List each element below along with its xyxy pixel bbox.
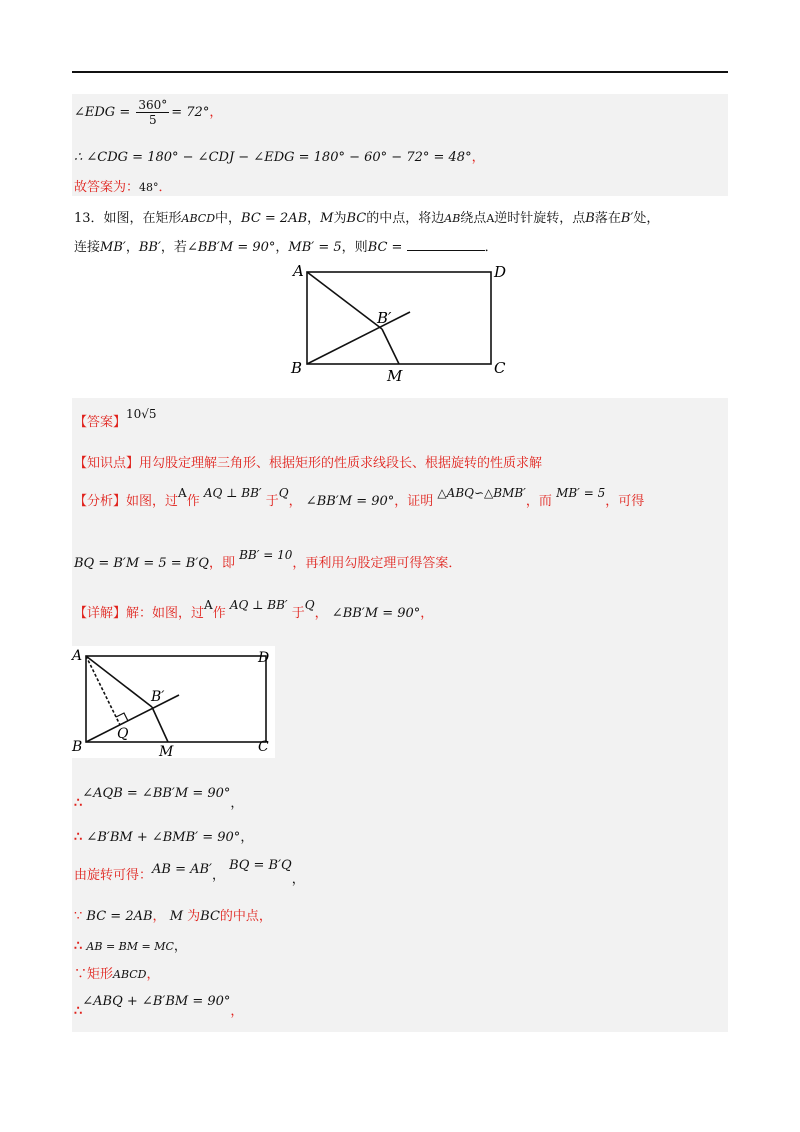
analysis-row-1: 【分析】如图，过A作 AQ ⊥ BB′ 于Q， ∠BB′M = 90°，证明 △ABQ∽△BMB′，而 MB′ = 5，可得: [74, 486, 645, 509]
label-c: C: [494, 359, 506, 377]
detail-row: 【详解】解：如图，过A作 AQ ⊥ BB′ 于Q， ∠BB′M = 90°，: [74, 598, 434, 621]
label-q: Q: [117, 726, 129, 742]
edg-equation: ∠EDG = $\frac{360^\circ}{5}$ = 72°，: [74, 98, 223, 127]
label-a: A: [72, 648, 83, 664]
cdg-equation: ∴ ∠CDG = 180° − ∠CDJ − ∠EDG = 180° − 60° − 72° = 48°，: [74, 150, 485, 165]
label-b-prime: B′: [377, 309, 392, 327]
analysis-row-2: BQ = B′M = 5 = B′Q，即 BB′ = 10，再利用勾股定理可得答案．: [74, 548, 462, 571]
fraction: $\frac{360^\circ}{5}$: [138, 98, 168, 127]
problem-line-1: 13．如图，在矩形ABCD中，BC = 2AB，M为BC的中点，将边AB绕点A逆时针旋转，点B落在B′处，: [74, 211, 660, 226]
problem-figure: [285, 260, 515, 385]
step-3: 由旋转可得：AB = AB′， BQ = B′Q，: [74, 858, 305, 887]
step-4: ∵ BC = 2AB， M 为BC的中点，: [74, 909, 272, 924]
label-c: C: [258, 739, 269, 755]
step-2: ∴ ∠B′BM + ∠BMB′ = 90°，: [74, 830, 254, 845]
label-b: B: [72, 739, 83, 755]
label-a: A: [293, 262, 304, 280]
step-5: ∴ AB = BM = MC，: [74, 939, 187, 954]
label-m: M: [159, 744, 174, 758]
solution-figure: [70, 646, 275, 758]
knowledge-row: 【知识点】用勾股定理解三角形、根据矩形的性质求线段长、根据旋转的性质求解: [74, 456, 543, 471]
segment-ab-prime: [307, 272, 382, 329]
step-7: ∴∠ABQ + ∠B′BM = 90°，: [74, 994, 244, 1019]
step-6: ∵矩形ABCD，: [74, 967, 160, 982]
label-d: D: [494, 263, 507, 281]
label-b-prime: B′: [151, 689, 165, 705]
answer-row: 【答案】10√5: [74, 407, 157, 430]
label-b: B: [291, 359, 303, 377]
label-d: D: [258, 650, 270, 666]
label-m: M: [387, 367, 403, 385]
problem-line-2: 连接MB′，BB′，若∠BB′M = 90°，MB′ = 5，则BC = ．: [74, 240, 498, 255]
segment-mb-prime: [382, 329, 399, 364]
previous-answer: 故答案为：48°．: [74, 180, 172, 195]
answer-blank: [407, 238, 485, 251]
step-1: ∴∠AQB = ∠BB′M = 90°，: [74, 786, 244, 811]
header-rule: [72, 71, 728, 73]
